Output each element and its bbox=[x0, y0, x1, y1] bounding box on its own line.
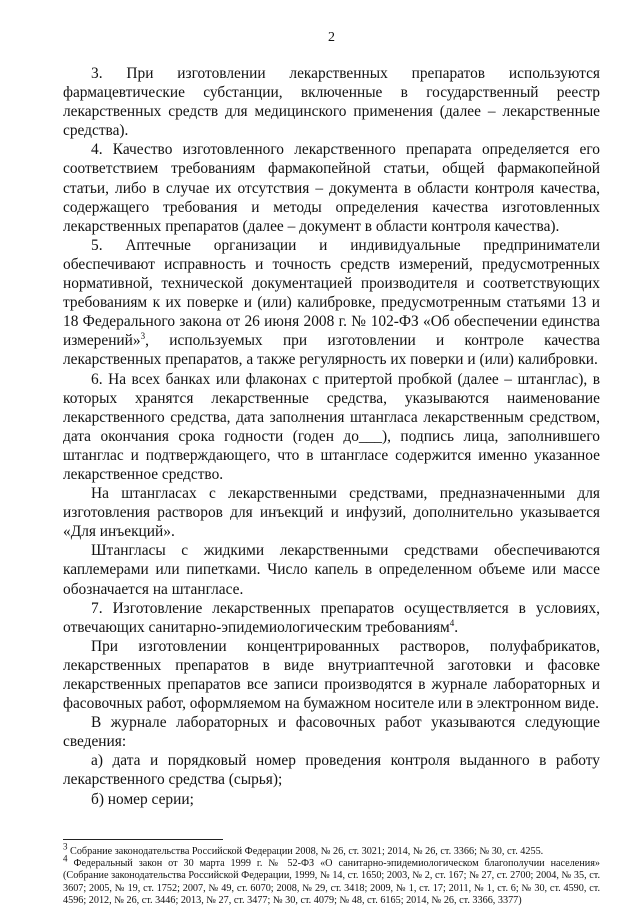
paragraph-6: 6. На всех банках или флаконах с притертой пробкой (далее – штанглас), в которых хранятся лекарственные средства, указываются наименование лекарственного средства, дата заполнения штангласа лекарственным средством, дата окончания срока годности (годен до___), подпись лица, заполнившего штанглас и подтверждающего, что в штангласе содержится именно указанное лекарственное средство. bbox=[63, 370, 600, 483]
footnote-divider bbox=[63, 839, 223, 840]
paragraph-7-journal-info: В журнале лабораторных и фасовочных работ указываются следующие сведения: bbox=[63, 714, 600, 751]
paragraph-6-injections: На штангласах с лекарственными средствами, предназначенными для изготовления растворов для инъекций и инфузий, дополнительно указывается «Для инъекций». bbox=[63, 485, 600, 541]
paragraph-7-journal: При изготовлении концентрированных растворов, полуфабрикатов, лекарственных препаратов в виде внутриаптечной заготовки и фасовке лекарственных препаратов все записи производятся в журнале лабораторных и фасовочных работ, оформляемом на бумажном носителе или в электронном виде. bbox=[63, 637, 600, 713]
paragraph-7-text-after: . bbox=[454, 618, 459, 636]
paragraph-7-item-b: б) номер серии; bbox=[91, 790, 194, 808]
paragraph-6-droppers: Штангласы с жидкими лекарственными средствами обеспечиваются каплемерами или пипетками. Число капель в определенном объеме или массе обозначается на штангласе. bbox=[63, 542, 600, 598]
footnote-3-text: Собрание законодательства Российской Федерации 2008, № 26, ст. 3021; 2014, № 26, ст. 3366; № 30, ст. 4255. bbox=[67, 845, 544, 857]
paragraph-5 bbox=[63, 236, 600, 370]
footnote-4-text: Федеральный закон от 30 марта 1999 г. № 52-ФЗ «О санитарно-эпидемиологическом благополучии населения» (Собрание законодательства Российской Федерации, 1999, № 14, ст. 1650; 2003, № 2, ст. 167; № 27, ст. 2700; 2004, № 35, ст. 3607; 2005, № 19, ст. 1752; 2007, № 49, ст. 6070; 2008, № 29, ст. 3418; 2009, № 1, ст. 17; 2011, № 1, ст. 6; № 30, ст. 4590, ст. 4596; 2012, № 26, ст. 3446; 2013, № 27, ст. 3477; № 30, ст. 4079; № 48, ст. 6165; 2014, № 26, ст. 3366, 3377) bbox=[63, 858, 600, 907]
paragraph-5-text-after: , используемых при изготовлении и контроле качества лекарственных препаратов, а также регулярность их поверки и (или) калибровки. bbox=[63, 332, 600, 369]
footnotes bbox=[63, 841, 600, 908]
footnote-mark-3: 3 bbox=[63, 841, 68, 852]
footnote-mark-4: 4 bbox=[63, 853, 68, 864]
paragraph-3: 3. При изготовлении лекарственных препаратов используются фармацевтические субстанции, включенные в государственный реестр лекарственных средств для медицинского применения (далее – лекарственные средства). bbox=[63, 65, 600, 140]
paragraph-7 bbox=[63, 599, 600, 637]
footnote-ref-4: 4 bbox=[449, 617, 455, 628]
paragraph-7-text-before: 7. Изготовление лекарственных препаратов осуществляется в условиях, отвечающих санитарно-эпидемиологическим требованиям bbox=[63, 599, 600, 636]
paragraph-4: 4. Качество изготовленного лекарственного препарата определяется его соответствием требованиям фармакопейной статьи, общей фармакопейной статьи, либо в случае их отсутствия – документа в области контроля качества, содержащего требования и методы определения качества изготовленных лекарственных препаратов (далее – документ в области контроля качества). bbox=[63, 141, 600, 235]
page-number: 2 bbox=[328, 30, 335, 45]
footnote-3 bbox=[63, 841, 600, 858]
paragraph-5-text-before: 5. Аптечные организации и индивидуальные предприниматели обеспечивают исправность и точность средств измерений, предусмотренных нормативной, технической документацией производителя и соответствующих требованиям к их поверке и (или) калибровке, предусмотренным статьями 13 и 18 Федерального закона от 26 июня 2008 г. № 102-ФЗ «Об обеспечении единства измерений» bbox=[63, 236, 600, 350]
paragraph-7-item-a: а) дата и порядковый номер проведения контроля выданного в работу лекарственного средства (сырья); bbox=[63, 752, 600, 789]
document-body bbox=[63, 64, 600, 809]
footnote-4 bbox=[63, 853, 600, 908]
footnote-ref-3: 3 bbox=[140, 331, 146, 342]
